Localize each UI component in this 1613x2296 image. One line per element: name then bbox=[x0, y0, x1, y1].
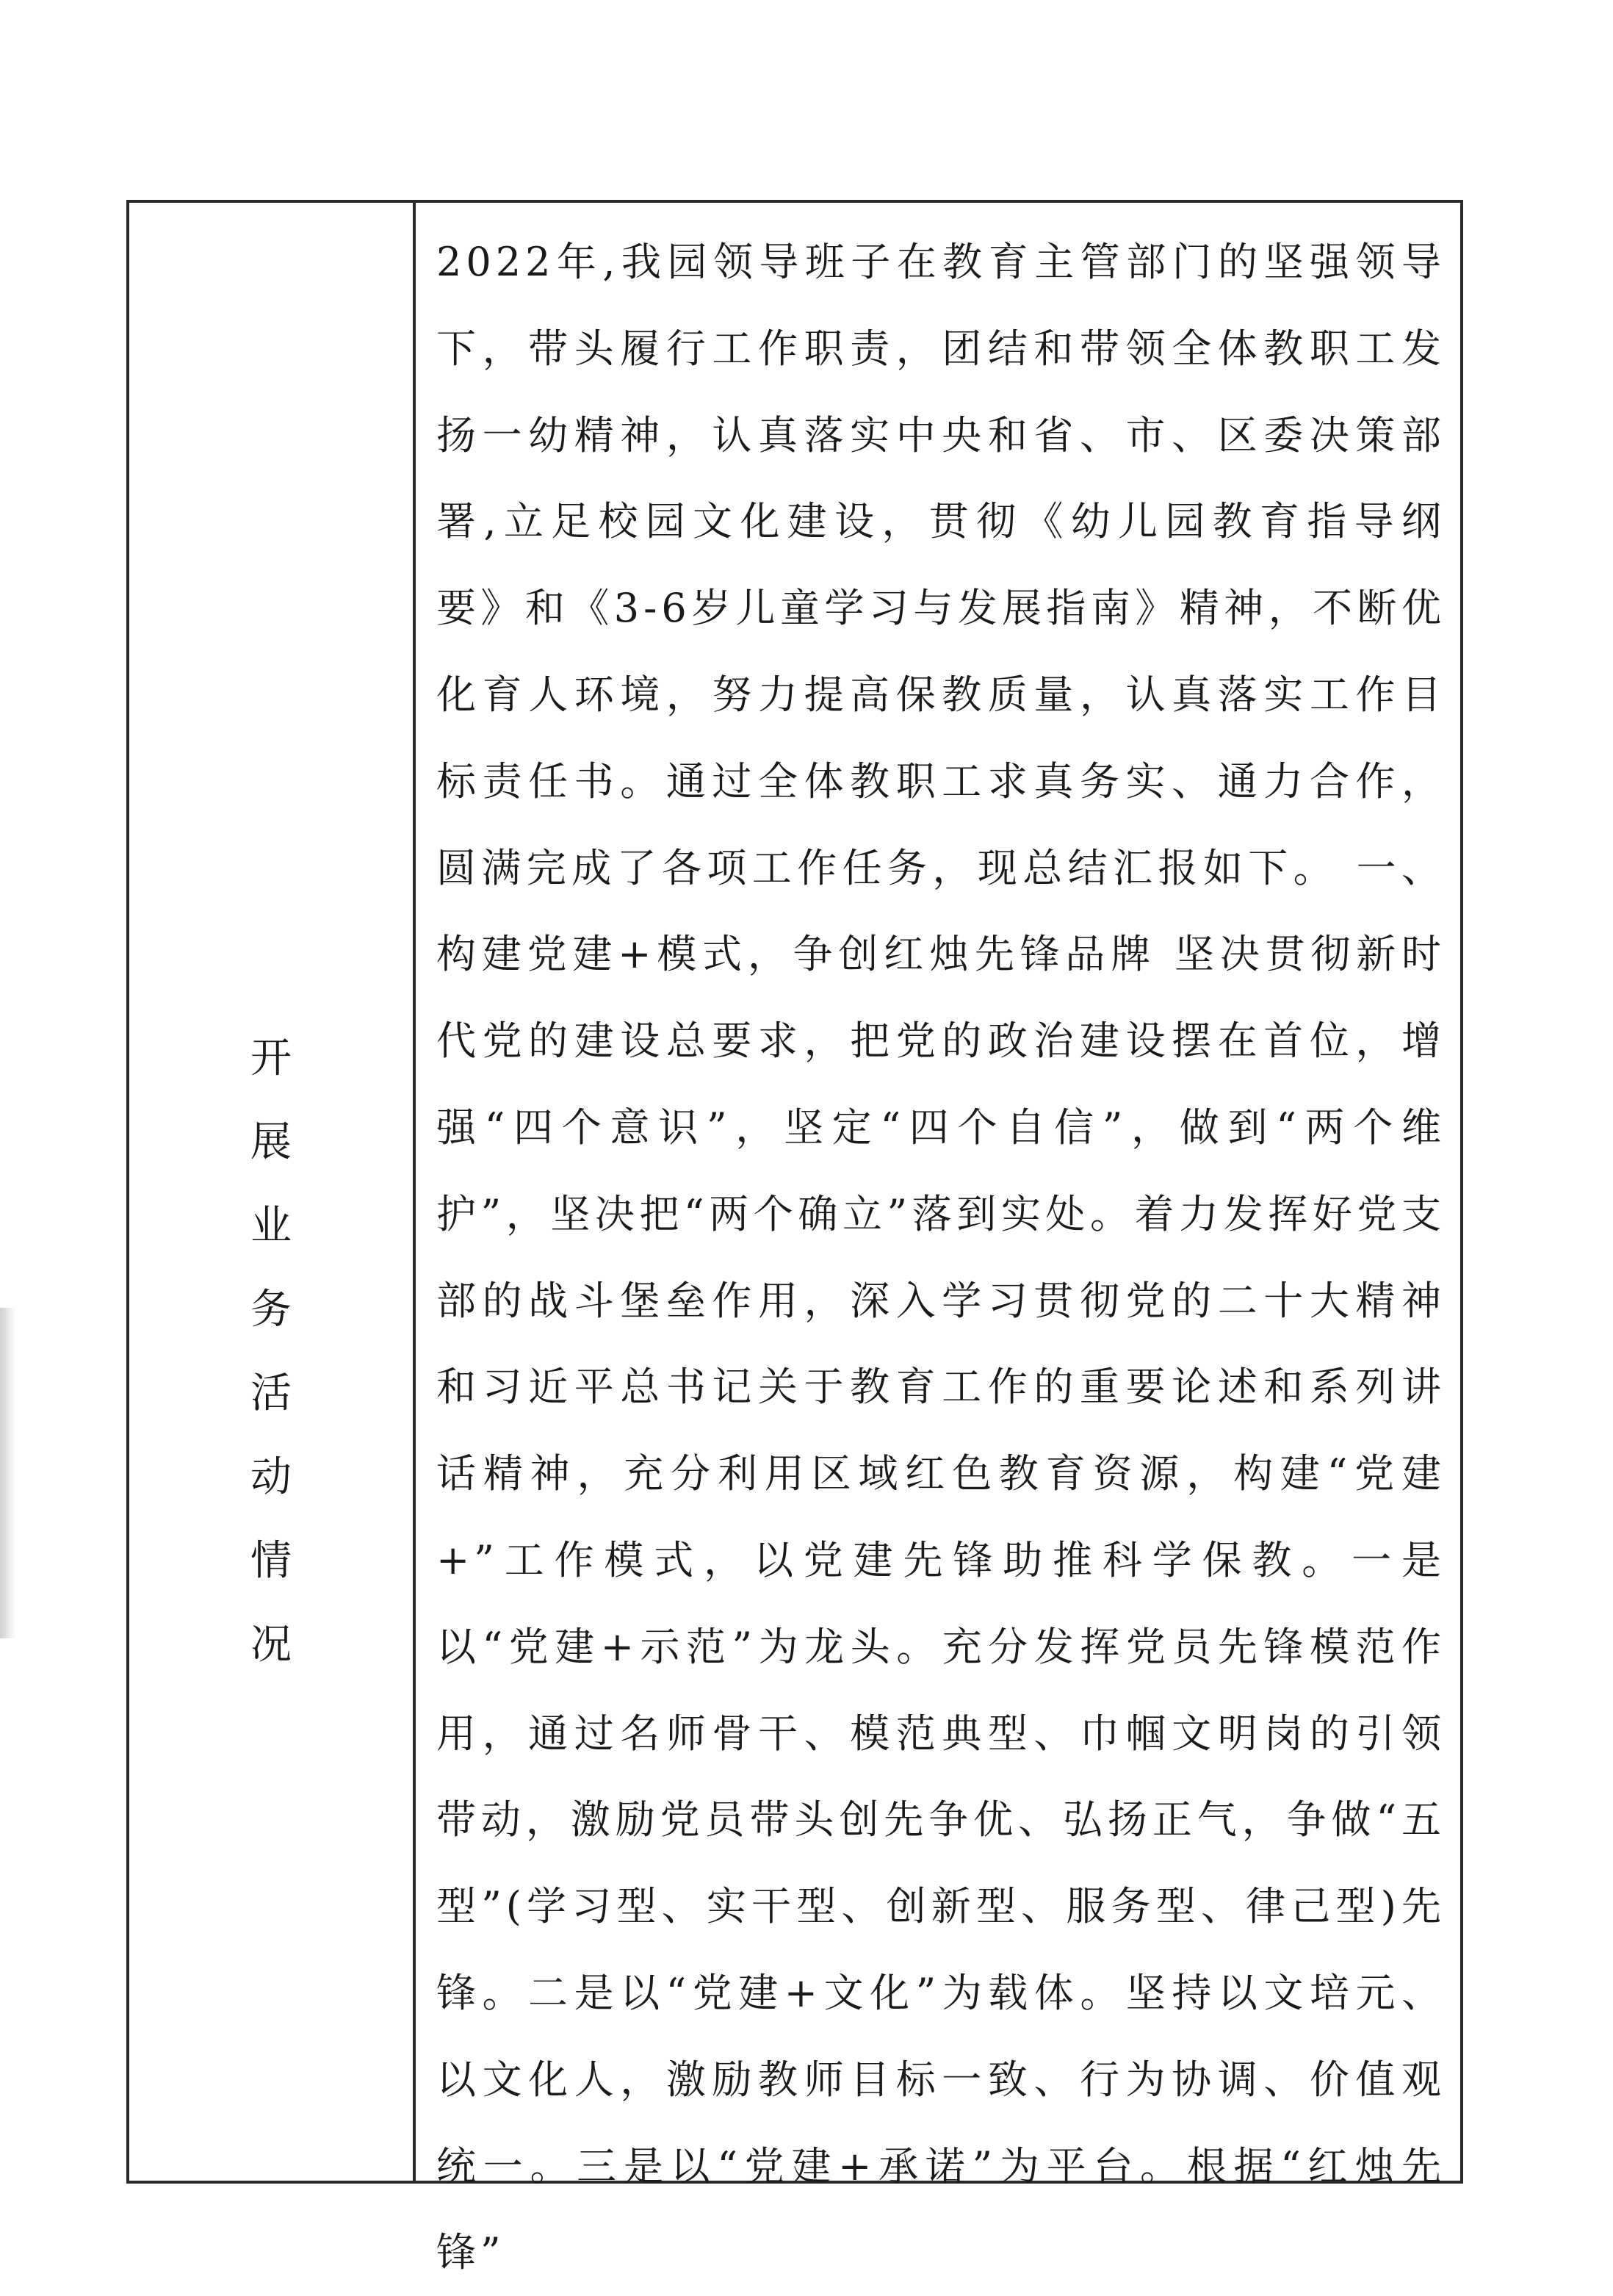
label-char: 展 bbox=[250, 1118, 292, 1166]
label-char: 动 bbox=[250, 1453, 292, 1501]
label-char: 活 bbox=[250, 1370, 292, 1417]
label-char: 务 bbox=[250, 1286, 292, 1334]
row-label bbox=[129, 1017, 413, 1687]
label-cell bbox=[129, 203, 416, 2181]
form-table bbox=[126, 200, 1463, 2276]
label-char: 开 bbox=[250, 1034, 292, 1082]
label-char: 况 bbox=[250, 1621, 292, 1669]
label-char: 情 bbox=[250, 1537, 292, 1585]
scan-edge-shadow bbox=[0, 1308, 16, 1638]
content-cell bbox=[416, 203, 1460, 2276]
label-char: 业 bbox=[250, 1202, 292, 1250]
content-paragraph: 2022年,我园领导班子在教育主管部门的坚强领导下，带头履行工作职责，团结和带领全体教职工发扬一幼精神，认真落实中央和省、市、区委决策部署,立足校园文化建设，贯彻《幼儿园教育指导纲要》和《3-6岁儿童学习与发展指南》精神，不断优化育人环境，努力提高保教质量，认真落实工作目标责任书。通过全体教职工求真务实、通力合作，圆满完成了各项工作任务，现总结汇报如下。 一、构建党建+模式，争创红烛先锋品牌 坚决贯彻新时代党的建设总要求，把党的政治建设摆在首位，增强“四个意识”，坚定“四个自信”，做到“两个维护”，坚决把“两个确立”落到实处。着力发挥好党支部的战斗堡垒作用，深入学习贯彻党的二十大精神和习近平总书记关于教育工作的重要论述和系列讲话精神，充分利用区域红色教育资源，构建“党建+”工作模式，以党建先锋助推科学保教。一是以“党建+示范”为龙头。充分发挥党员先锋模范作用，通过名师骨干、模范典型、巾帼文明岗的引领带动，激励党员带头创先争优、弘扬正气，争做“五型”(学习型、实干型、创新型、服务型、律己型)先锋。二是以“党建+文化”为载体。坚持以文培元、以文化人，激励教师目标一致、行为协调、价值观统一。三是以“党建+承诺”为平台。根据“红烛先锋” bbox=[436, 239, 1446, 2276]
